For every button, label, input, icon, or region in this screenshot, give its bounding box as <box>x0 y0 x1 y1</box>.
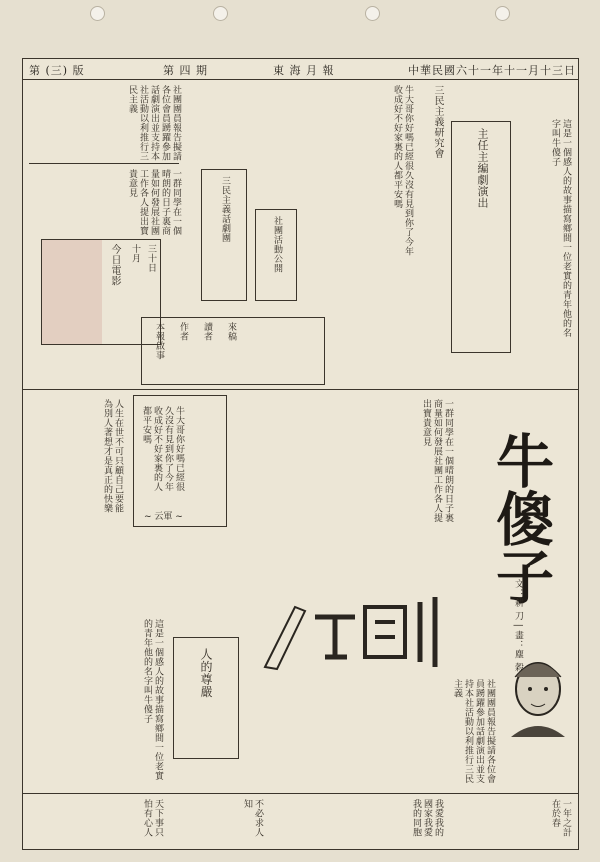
masthead <box>23 59 578 80</box>
footer-text: 我愛我的國家我愛我的同胞 <box>411 799 443 837</box>
feature-title: 牛傻子 <box>486 431 554 605</box>
notice-item: 來稿 <box>226 322 236 341</box>
punch-hole <box>495 6 510 21</box>
notice-row: 三十日 <box>146 244 156 273</box>
article-text: 這是一個感人的故事描寫鄉間一位老實的青年他的名字叫牛傻子 <box>142 619 163 781</box>
notice-row: 十月 <box>130 244 140 263</box>
editor-notice-box <box>141 317 325 385</box>
punch-hole <box>213 6 228 21</box>
section-label: 三民主義話劇團 <box>220 176 230 243</box>
footer-text: 不必求人知 <box>242 799 263 837</box>
theater-header-box <box>451 121 511 353</box>
divider <box>23 793 578 794</box>
punch-hole <box>90 6 105 21</box>
paper-title: 東 海 月 報 <box>273 64 335 77</box>
section-box <box>201 169 247 301</box>
article-text: 這是一個感人的故事描寫鄉間一位老實的青年他的名字叫牛傻子 <box>550 119 571 338</box>
signature: ~ 云軍 ~ <box>144 512 183 522</box>
article-text: 牛大哥你好嗎已經很久沒有見到你了今年收成好不好家裏的人都平安嗎 <box>392 85 413 256</box>
issue-number: 第 四 期 <box>163 64 208 77</box>
issue-date: 中華民國六十一年十一月十三日 <box>408 64 576 77</box>
feature-headline <box>255 587 447 673</box>
punch-hole <box>365 6 380 21</box>
divider <box>29 163 179 164</box>
poem-text: 牛大哥你好嗎已經很久沒有見到你了今年收成好不好家裏的人都平安嗎 <box>141 406 184 492</box>
section-box <box>255 209 297 301</box>
ink-stamp <box>42 240 102 344</box>
article-text: 一群同學在一個晴朗的日子裏商量如何發展社團工作各人提出寶貴意見 <box>421 399 453 523</box>
section-label: 社團活動公開 <box>272 216 282 273</box>
theater-header: 主任主編劇演出 <box>476 128 489 209</box>
notice-title: 今日電影 <box>109 244 120 286</box>
headline: 三民主義研究會 <box>432 85 443 159</box>
callout-text: 人的尊嚴 <box>199 648 213 698</box>
divider <box>23 389 578 390</box>
article-text: 人生在世不可只顧自己要能為別人著想才是真正的快樂 <box>102 399 123 513</box>
article-text: 社團團員報告擬請各位會員踴躍參加話劇演出並支持本社活動以利推行三民主義 <box>127 85 181 161</box>
callout-box <box>173 637 239 759</box>
notice-item: 讀者 <box>202 322 212 341</box>
footer-text: 一年之計在於春 <box>550 799 571 837</box>
article-text: 一群同學在一個晴朗的日子裏商量如何發展社團工作各人提出寶貴意見 <box>127 169 181 236</box>
notice-item: 本報啟事 <box>154 322 164 360</box>
poem-box <box>133 395 227 527</box>
byline: 文：耕 刀 | 畫：塵 穀 <box>513 579 523 672</box>
newspaper-sheet <box>22 58 579 850</box>
footer-text: 天下事只怕有心人 <box>142 799 163 837</box>
portrait-sketch-icon <box>503 649 573 739</box>
pen-sketch-icon <box>255 587 447 673</box>
page-number: 第 (三) 版 <box>29 64 85 77</box>
notice-item: 作者 <box>178 322 188 341</box>
article-text: 社團團員報告擬請各位會員踴躍參加話劇演出並支持本社活動以利推行三民主義 <box>452 679 495 784</box>
